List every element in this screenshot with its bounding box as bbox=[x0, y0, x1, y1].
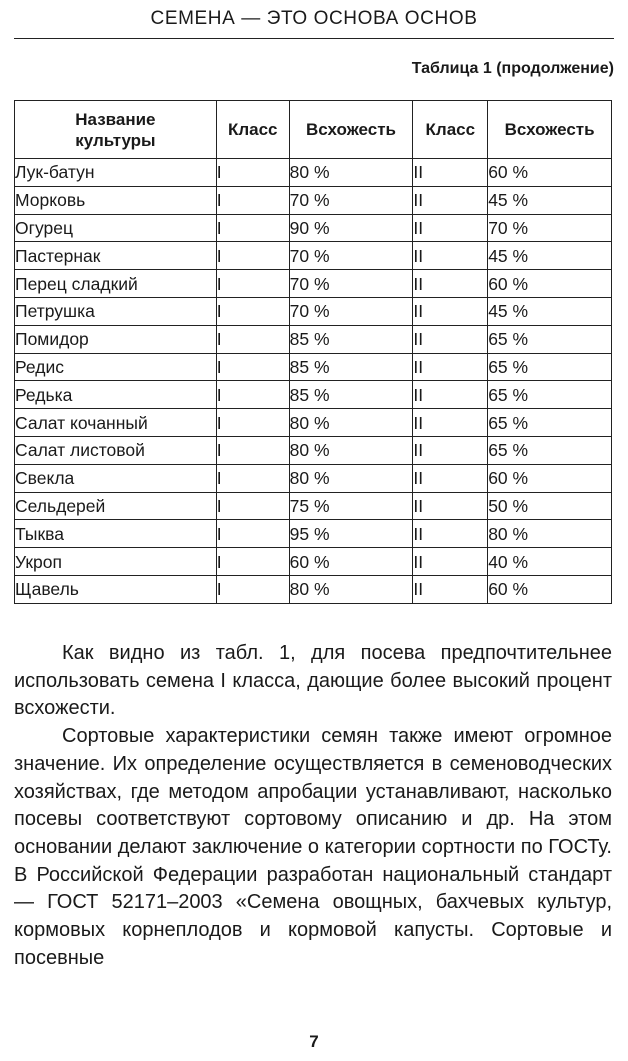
class-1-cell: I bbox=[216, 436, 289, 464]
class-2-cell: II bbox=[413, 353, 488, 381]
crop-name-cell: Салат кочанный bbox=[15, 409, 217, 437]
germination-2-cell: 80 % bbox=[488, 520, 612, 548]
germination-1-cell: 80 % bbox=[289, 464, 413, 492]
germination-2-cell: 65 % bbox=[488, 325, 612, 353]
table-row bbox=[15, 548, 612, 576]
class-2-cell: II bbox=[413, 297, 488, 325]
class-1-cell: I bbox=[216, 492, 289, 520]
germination-2-cell: 45 % bbox=[488, 297, 612, 325]
germination-2-cell: 40 % bbox=[488, 548, 612, 576]
germination-2-cell: 65 % bbox=[488, 381, 612, 409]
table-caption: Таблица 1 (продолжение) bbox=[411, 60, 614, 77]
germination-2-cell: 65 % bbox=[488, 436, 612, 464]
class-2-cell: II bbox=[413, 381, 488, 409]
class-2-cell: II bbox=[413, 214, 488, 242]
class-1-cell: I bbox=[216, 242, 289, 270]
crop-name-cell: Редис bbox=[15, 353, 217, 381]
germination-1-cell: 95 % bbox=[289, 520, 413, 548]
table-row bbox=[15, 436, 612, 464]
class-2-cell: II bbox=[413, 242, 488, 270]
germination-1-cell: 85 % bbox=[289, 325, 413, 353]
table-row bbox=[15, 520, 612, 548]
crop-name-cell: Пастернак bbox=[15, 242, 217, 270]
class-2-cell: II bbox=[413, 436, 488, 464]
table-row bbox=[15, 353, 612, 381]
header-rule bbox=[14, 38, 614, 39]
table-body bbox=[15, 159, 612, 604]
germination-1-cell: 80 % bbox=[289, 436, 413, 464]
crop-name-cell: Щавель bbox=[15, 575, 217, 603]
germination-1-cell: 70 % bbox=[289, 297, 413, 325]
germination-2-cell: 60 % bbox=[488, 575, 612, 603]
table-row bbox=[15, 381, 612, 409]
class-2-cell: II bbox=[413, 520, 488, 548]
table-row bbox=[15, 409, 612, 437]
crop-name-cell: Петрушка bbox=[15, 297, 217, 325]
crop-name-cell: Помидор bbox=[15, 325, 217, 353]
table-row bbox=[15, 270, 612, 298]
class-2-cell: II bbox=[413, 548, 488, 576]
header-class-2: Класс bbox=[413, 101, 488, 159]
header-germination-2: Всхожесть bbox=[488, 101, 612, 159]
header-crop-name: Название культуры bbox=[15, 101, 217, 159]
germination-2-cell: 65 % bbox=[488, 353, 612, 381]
paragraph: Как видно из табл. 1, для посева предпочтительнее использовать семена I класса, дающие более высокий процент всхожести. bbox=[14, 642, 612, 720]
crop-name-cell: Салат листовой bbox=[15, 436, 217, 464]
class-2-cell: II bbox=[413, 270, 488, 298]
class-2-cell: II bbox=[413, 325, 488, 353]
germination-1-cell: 80 % bbox=[289, 575, 413, 603]
class-1-cell: I bbox=[216, 520, 289, 548]
table-row bbox=[15, 159, 612, 187]
class-1-cell: I bbox=[216, 297, 289, 325]
class-1-cell: I bbox=[216, 159, 289, 187]
class-1-cell: I bbox=[216, 325, 289, 353]
class-2-cell: II bbox=[413, 186, 488, 214]
germination-2-cell: 45 % bbox=[488, 186, 612, 214]
germination-2-cell: 60 % bbox=[488, 159, 612, 187]
header-class-1: Класс bbox=[216, 101, 289, 159]
crop-name-cell: Лук-батун bbox=[15, 159, 217, 187]
table-row bbox=[15, 186, 612, 214]
table-row bbox=[15, 214, 612, 242]
germination-1-cell: 70 % bbox=[289, 242, 413, 270]
germination-1-cell: 70 % bbox=[289, 186, 413, 214]
crop-name-cell: Морковь bbox=[15, 186, 217, 214]
table-header-row bbox=[15, 101, 612, 159]
germination-1-cell: 75 % bbox=[289, 492, 413, 520]
germination-1-cell: 85 % bbox=[289, 353, 413, 381]
paragraph: Сортовые характеристики семян также имеют огромное значение. Их определение осуществляется в семеноводческих хозяйствах, где методом апробации устанавливают, насколько посевы соответствуют сортовому описанию и др. На этом основании делают заключение о категории сортности по ГОСТу. В Российской Федерации разработан национальный стандарт — ГОСТ 52171–2003 «Семена овощных, бахчевых культур, кормовых корнеплодов и кормовой капусты. Сортовые и посевные bbox=[14, 725, 612, 969]
page-number: 7 bbox=[309, 1032, 319, 1051]
germination-1-cell: 80 % bbox=[289, 409, 413, 437]
class-2-cell: II bbox=[413, 464, 488, 492]
crop-name-cell: Свекла bbox=[15, 464, 217, 492]
crop-name-cell: Огурец bbox=[15, 214, 217, 242]
germination-2-cell: 65 % bbox=[488, 409, 612, 437]
class-2-cell: II bbox=[413, 159, 488, 187]
class-1-cell: I bbox=[216, 409, 289, 437]
table-row bbox=[15, 325, 612, 353]
germination-table bbox=[14, 100, 612, 604]
germination-1-cell: 90 % bbox=[289, 214, 413, 242]
crop-name-cell: Тыква bbox=[15, 520, 217, 548]
crop-name-cell: Перец сладкий bbox=[15, 270, 217, 298]
germination-1-cell: 60 % bbox=[289, 548, 413, 576]
table-row bbox=[15, 297, 612, 325]
germination-1-cell: 80 % bbox=[289, 159, 413, 187]
table-row bbox=[15, 464, 612, 492]
crop-name-cell: Укроп bbox=[15, 548, 217, 576]
class-1-cell: I bbox=[216, 381, 289, 409]
germination-1-cell: 85 % bbox=[289, 381, 413, 409]
crop-name-cell: Сельдерей bbox=[15, 492, 217, 520]
table-row bbox=[15, 492, 612, 520]
class-1-cell: I bbox=[216, 548, 289, 576]
germination-1-cell: 70 % bbox=[289, 270, 413, 298]
class-1-cell: I bbox=[216, 186, 289, 214]
class-2-cell: II bbox=[413, 409, 488, 437]
class-1-cell: I bbox=[216, 214, 289, 242]
germination-2-cell: 60 % bbox=[488, 464, 612, 492]
class-2-cell: II bbox=[413, 492, 488, 520]
class-1-cell: I bbox=[216, 353, 289, 381]
table-row bbox=[15, 575, 612, 603]
germination-2-cell: 50 % bbox=[488, 492, 612, 520]
class-1-cell: I bbox=[216, 575, 289, 603]
germination-2-cell: 60 % bbox=[488, 270, 612, 298]
header-germination-1: Всхожесть bbox=[289, 101, 413, 159]
germination-2-cell: 45 % bbox=[488, 242, 612, 270]
running-title: СЕМЕНА — ЭТО ОСНОВА ОСНОВ bbox=[150, 8, 478, 29]
crop-name-cell: Редька bbox=[15, 381, 217, 409]
class-1-cell: I bbox=[216, 270, 289, 298]
class-2-cell: II bbox=[413, 575, 488, 603]
table-row bbox=[15, 242, 612, 270]
germination-2-cell: 70 % bbox=[488, 214, 612, 242]
class-1-cell: I bbox=[216, 464, 289, 492]
body-text bbox=[14, 640, 612, 972]
